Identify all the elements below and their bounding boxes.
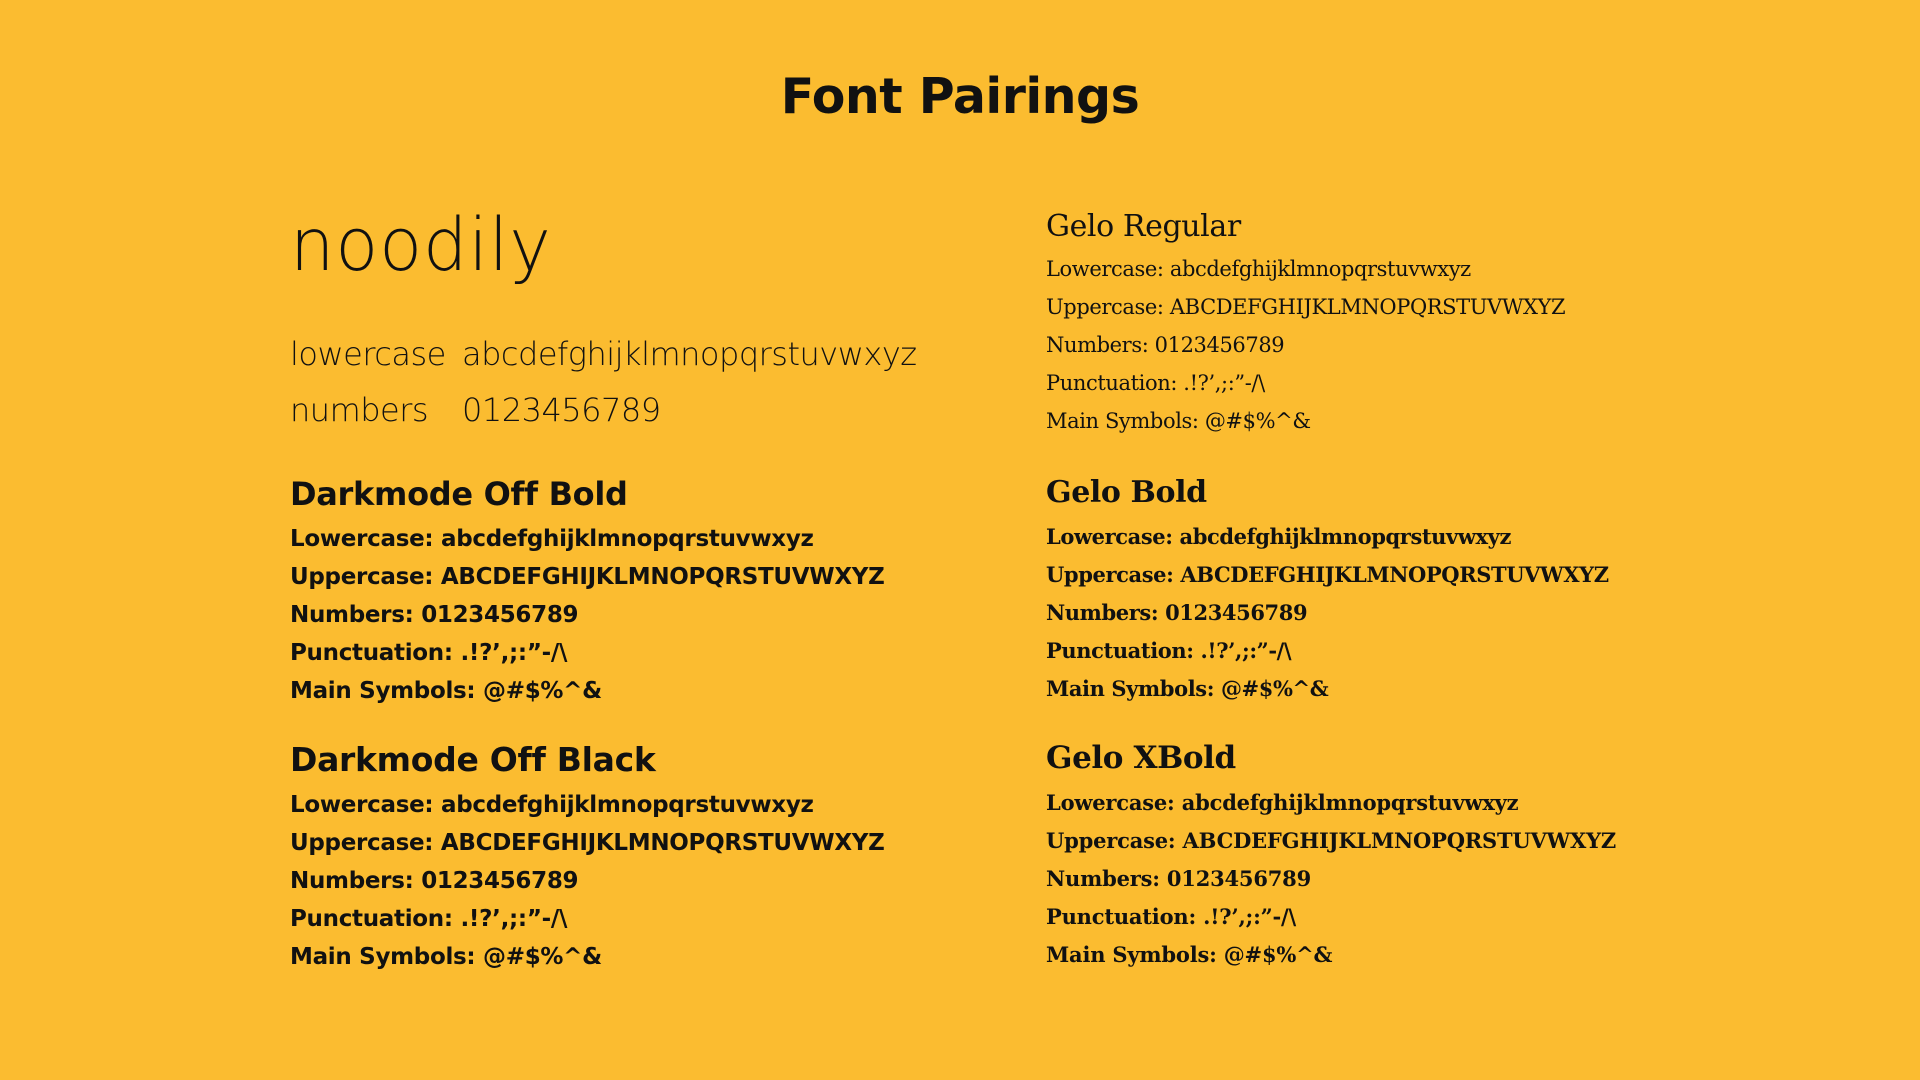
gelo-xbold-numbers: Numbers: 0123456789 (1046, 866, 1311, 891)
page-title: Font Pairings (780, 68, 1140, 125)
darkmode-black-sample (290, 740, 1050, 976)
noodily-lowercase-sample: abcdefghijklmnopqrstuvwxyz (462, 335, 917, 373)
darkmode-black-punctuation: Punctuation: .!?’,;:”-/\ (290, 906, 568, 932)
gelo-regular-lowercase: Lowercase: abcdefghijklmnopqrstuvwxyz (1046, 257, 1471, 281)
gelo-bold-name: Gelo Bold (1046, 475, 1207, 510)
noodily-numbers-label: numbers (290, 391, 429, 429)
darkmode-bold-numbers: Numbers: 0123456789 (290, 602, 579, 628)
darkmode-bold-lowercase: Lowercase: abcdefghijklmnopqrstuvwxyz (290, 526, 814, 552)
gelo-regular-numbers: Numbers: 0123456789 (1046, 333, 1285, 357)
darkmode-bold-name: Darkmode Off Bold (290, 475, 628, 513)
noodily-numbers-sample: 0123456789 (462, 391, 661, 429)
gelo-regular-sample (1046, 209, 1806, 440)
gelo-xbold-uppercase: Uppercase: ABCDEFGHIJKLMNOPQRSTUVWXYZ (1046, 828, 1617, 853)
darkmode-bold-sample (290, 475, 1050, 710)
darkmode-black-numbers: Numbers: 0123456789 (290, 868, 579, 894)
gelo-regular-name: Gelo Regular (1046, 209, 1241, 244)
gelo-regular-punctuation: Punctuation: .!?’,;:”-/\ (1046, 371, 1265, 395)
noodily-numbers-row (290, 391, 661, 429)
gelo-bold-symbols: Main Symbols: @#$%^& (1046, 676, 1329, 701)
noodily-font-name: noodily (290, 201, 552, 288)
gelo-bold-uppercase: Uppercase: ABCDEFGHIJKLMNOPQRSTUVWXYZ (1046, 562, 1609, 587)
gelo-bold-numbers: Numbers: 0123456789 (1046, 600, 1308, 625)
noodily-lowercase-label: lowercase (290, 335, 446, 373)
darkmode-black-uppercase: Uppercase: ABCDEFGHIJKLMNOPQRSTUVWXYZ (290, 830, 885, 856)
gelo-xbold-symbols: Main Symbols: @#$%^& (1046, 942, 1333, 967)
darkmode-bold-punctuation: Punctuation: .!?’,;:”-/\ (290, 640, 568, 666)
noodily-lowercase-row (290, 335, 917, 373)
gelo-regular-uppercase: Uppercase: ABCDEFGHIJKLMNOPQRSTUVWXYZ (1046, 295, 1566, 319)
gelo-xbold-sample (1046, 740, 1806, 974)
noodily-sample (290, 201, 1050, 429)
gelo-regular-symbols: Main Symbols: @#$%^& (1046, 409, 1311, 433)
gelo-bold-sample (1046, 475, 1806, 708)
darkmode-black-symbols: Main Symbols: @#$%^& (290, 944, 602, 970)
gelo-xbold-name: Gelo XBold (1046, 740, 1236, 776)
darkmode-bold-symbols: Main Symbols: @#$%^& (290, 678, 602, 704)
gelo-xbold-lowercase: Lowercase: abcdefghijklmnopqrstuvwxyz (1046, 790, 1519, 815)
darkmode-black-lowercase: Lowercase: abcdefghijklmnopqrstuvwxyz (290, 792, 814, 818)
darkmode-black-name: Darkmode Off Black (290, 740, 656, 779)
darkmode-bold-uppercase: Uppercase: ABCDEFGHIJKLMNOPQRSTUVWXYZ (290, 564, 885, 590)
gelo-bold-lowercase: Lowercase: abcdefghijklmnopqrstuvwxyz (1046, 524, 1511, 549)
gelo-xbold-punctuation: Punctuation: .!?’,;:”-/\ (1046, 904, 1296, 929)
gelo-bold-punctuation: Punctuation: .!?’,;:”-/\ (1046, 638, 1292, 663)
